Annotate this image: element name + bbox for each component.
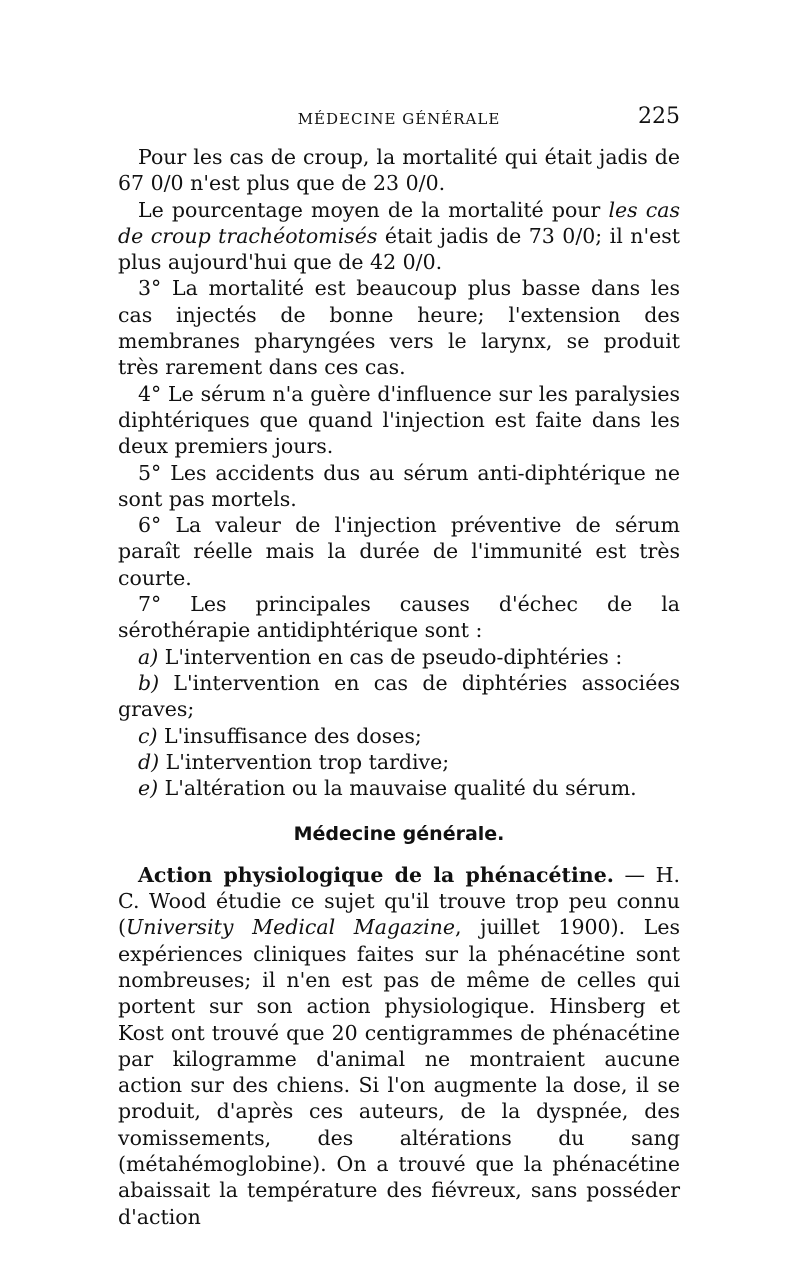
list-item	[118, 749, 680, 775]
paragraph-text: Pour les cas de croup, la mortalité qui était jadis de 67 0/0 n'est plus que de 23 0/0.	[118, 145, 680, 196]
running-head: MÉDECINE GÉNÉRALE	[297, 110, 501, 128]
paragraph-text: 4° Le sérum n'a guère d'influence sur les paralysies diphtériques que quand l'injection est faite dans les deux premiers jours.	[118, 381, 680, 459]
paragraph-text: , juillet 1900). Les expériences cliniques faites sur la phénacétine sont nombreuses; il n'en est pas de même de celles qui portent sur son action physiologique. Hinsberg et Kost ont trouvé que 20 centigrammes de phénacétine par kilogramme d'animal ne montraient aucune action sur des chiens. Si l'on augmente la dose, il se produit, d'après ces auteurs, de la dyspnée, des vomissements, des altérations du sang (métahémoglobine). On a trouvé que la phénacétine abaissait la température des fiévreux, sans posséder d'action	[118, 915, 680, 1229]
list-item	[118, 644, 680, 670]
paragraph-text: 7° Les principales causes d'échec de la sérothérapie antidiphtérique sont :	[118, 592, 680, 643]
page-number: 225	[638, 104, 680, 129]
paragraph-text: — H. C. Wood étudie ce sujet qu'il trouve trop peu connu (	[118, 862, 680, 940]
list-letter: a)	[138, 644, 159, 669]
list-letter: c)	[138, 723, 158, 748]
paragraph-text: 6° La valeur de l'injection préventive de sérum paraît réelle mais la durée de l'immunité est très courte.	[118, 513, 680, 590]
page-body	[118, 144, 680, 1230]
list-text: L'altération ou la mauvaise qualité du sérum.	[158, 776, 637, 801]
paragraph-point-7	[118, 591, 680, 644]
list-item	[118, 670, 680, 723]
paragraph-croup-mortality	[118, 144, 680, 197]
section-title: Médecine générale.	[293, 823, 505, 846]
list-letter: e)	[138, 776, 159, 801]
paragraph-text: 3° La mortalité est beaucoup plus basse dans les cas injectés de bonne heure; l'extension des membranes pharyngées vers le larynx, se produit très rarement dans ces cas.	[118, 276, 680, 380]
list-letter: d)	[138, 749, 160, 774]
list-item	[118, 723, 680, 749]
paragraph-text: Le pourcentage moyen de la mortalité pour	[138, 197, 609, 222]
paragraph-text: 5° Les accidents dus au sérum anti-diphtérique ne sont pas mortels.	[118, 460, 680, 511]
paragraph-text: était jadis de 73 0/0; il n'est plus aujourd'hui que de 42 0/0.	[118, 223, 680, 275]
article-paragraph	[118, 862, 680, 1230]
page-header	[118, 104, 680, 134]
paragraph-point-4	[118, 381, 680, 460]
paragraph-point-3	[118, 275, 680, 380]
journal-title: University Medical Magazine	[126, 915, 456, 940]
list-text: L'intervention en cas de diphtéries associées graves;	[118, 670, 680, 722]
list-text: L'insuffisance des doses;	[157, 723, 422, 748]
list-text: L'intervention en cas de pseudo-diphtéries :	[158, 644, 623, 669]
paragraph-tracheotomy	[118, 197, 680, 276]
list-item	[118, 775, 680, 801]
list-text: L'intervention trop tardive;	[159, 749, 450, 774]
paragraph-point-5	[118, 460, 680, 513]
article-title: Action physiologique de la phénacétine.	[138, 862, 614, 887]
paragraph-point-6	[118, 512, 680, 591]
list-letter: b)	[138, 670, 160, 695]
emphasized-text: les cas de croup trachéotomisés	[118, 197, 681, 248]
